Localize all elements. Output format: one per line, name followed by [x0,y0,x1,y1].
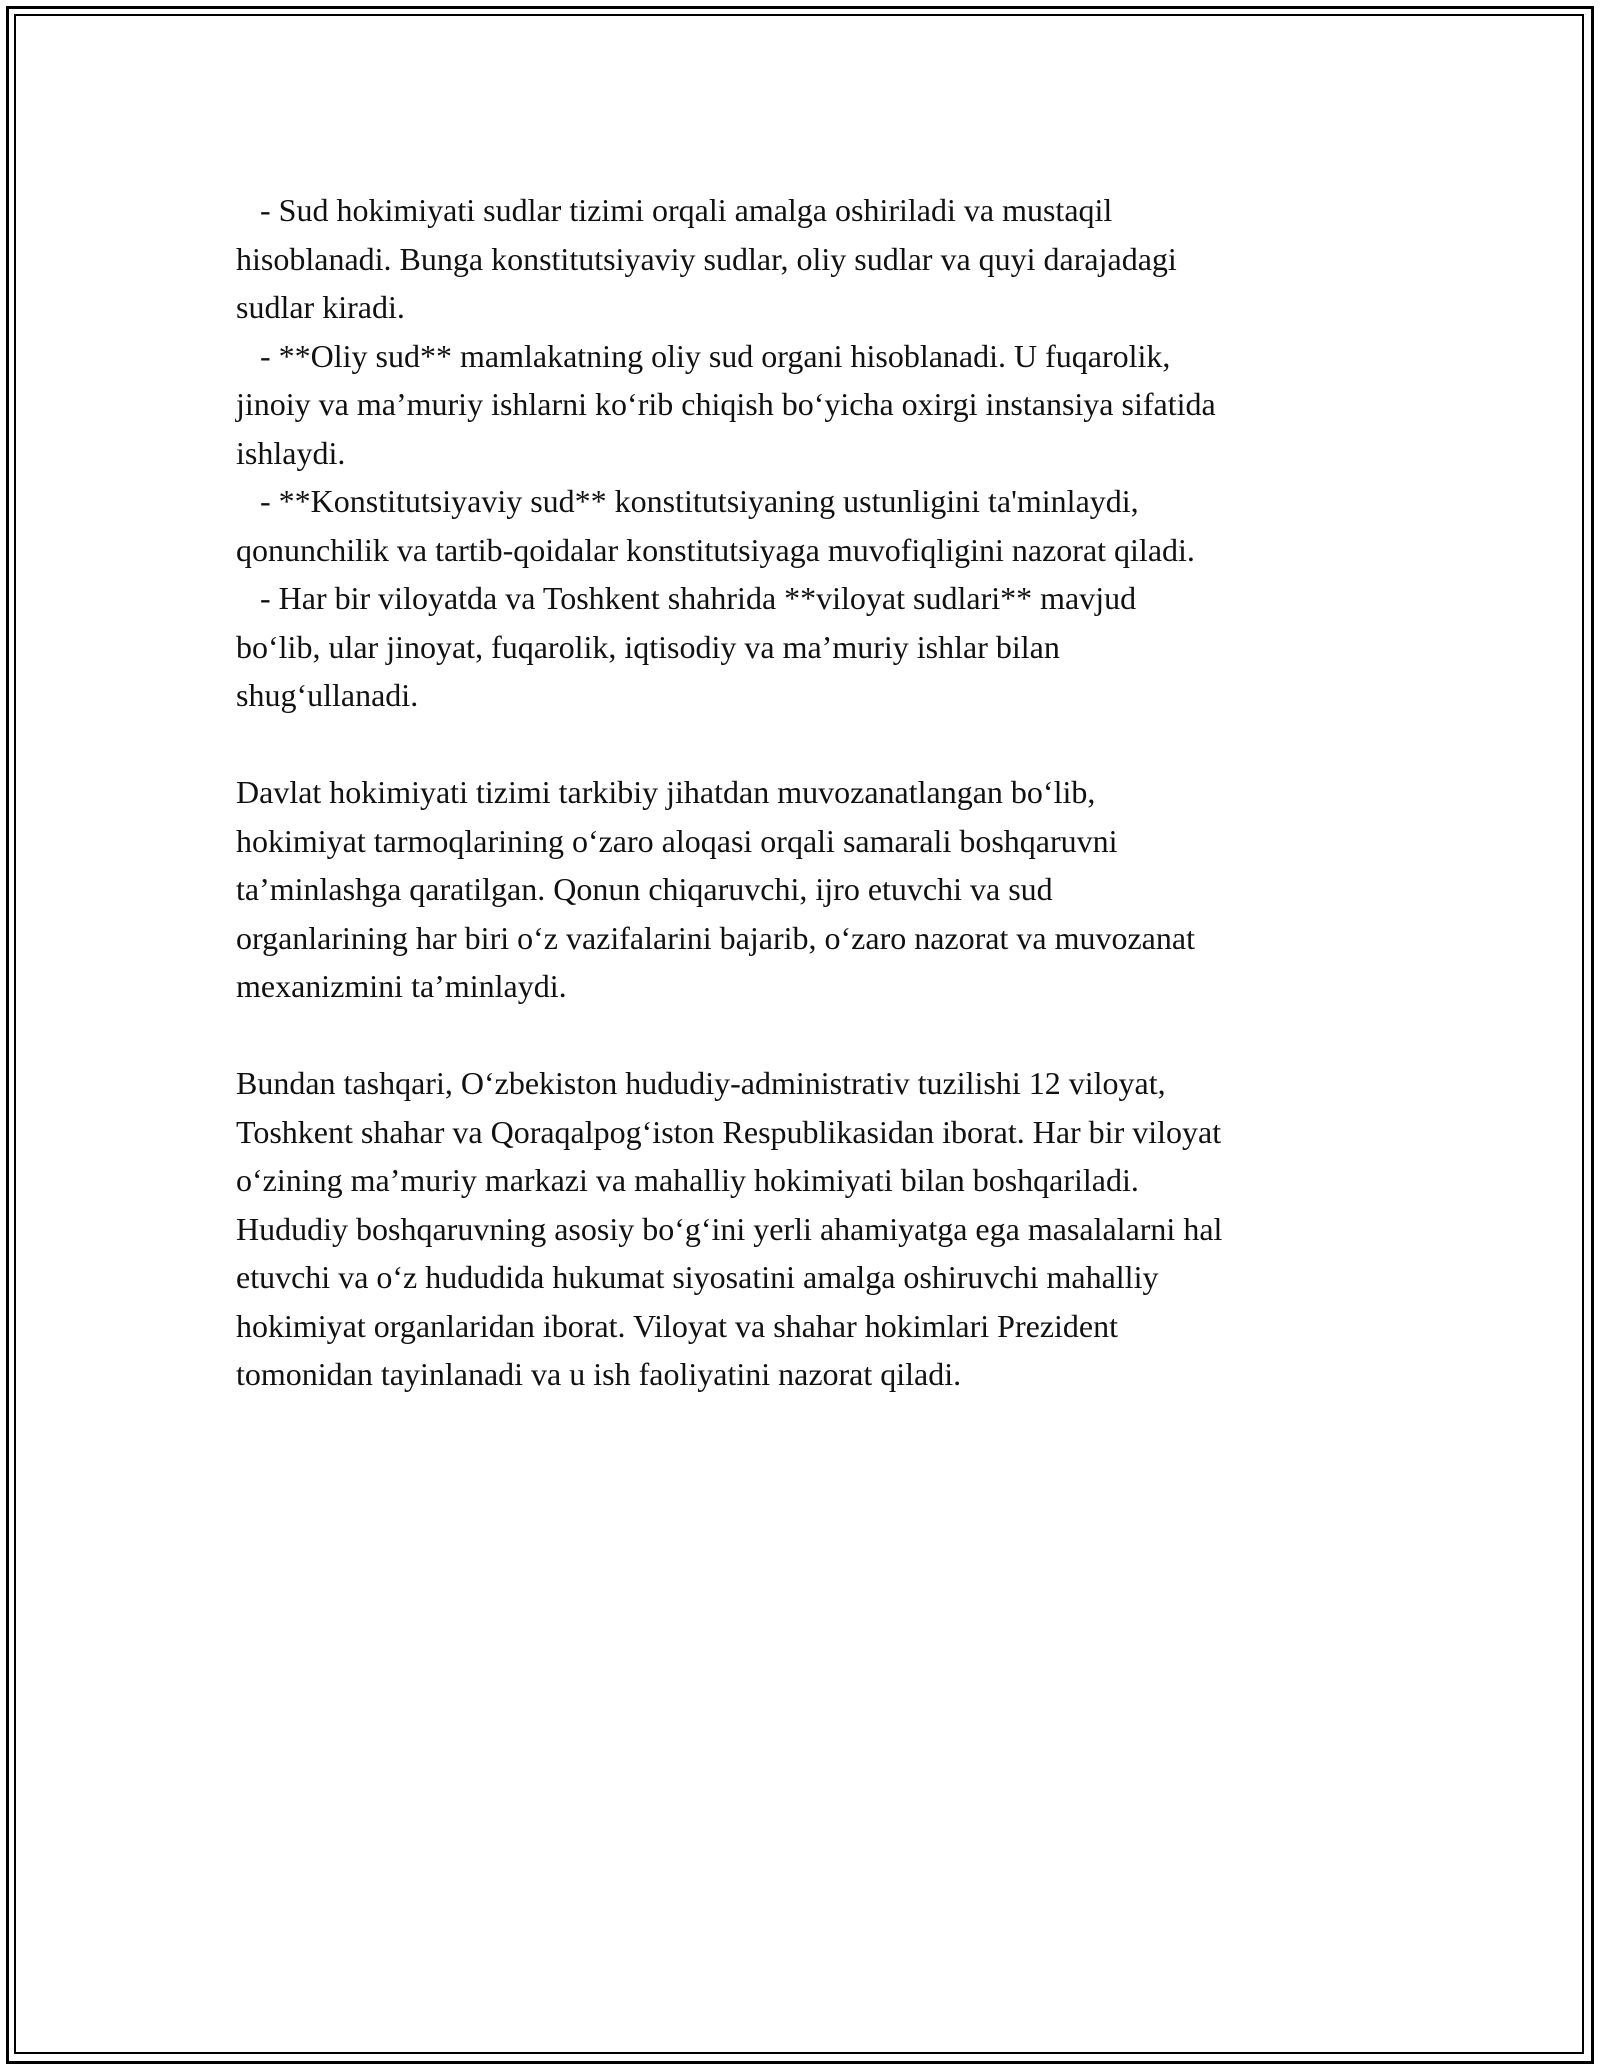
text-line: ishlaydi. [236,434,346,471]
text-line: qonunchilik va tartib-qoidalar konstitutsiyaga muvofiqligini nazorat qiladi. [236,531,1195,568]
text-line: ta’minlashga qaratilgan. Qonun chiqaruvchi, ijro etuvchi va sud [236,871,1053,907]
text-line: Bundan tashqari, O‘zbekiston hududiy-administrativ tuzilishi 12 viloyat, [236,1065,1166,1101]
text-line: hisoblanadi. Bunga konstitutsiyaviy sudlar, oliy sudlar va quyi darajadagi [236,240,1177,277]
text-line: - Har bir viloyatda va Toshkent shahrida **viloyat sudlari** mavjud [236,580,1137,616]
paragraph-territorial-structure [236,1059,1396,1399]
text-line: etuvchi va o‘z hududida hukumat siyosatini amalga oshiruvchi mahalliy [236,1259,1159,1295]
text-line: jinoiy va ma’muriy ishlarni ko‘rib chiqish bo‘yicha oxirgi instansiya sifatida [236,386,1216,422]
text-line: tomonidan tayinlanadi va u ish faoliyatini nazorat qiladi. [236,1356,962,1392]
paragraph-gap [236,720,1396,769]
text-line: hokimiyat tarmoqlarining o‘zaro aloqasi orqali samarali boshqaruvni [236,822,1118,859]
text-line: - **Oliy sud** mamlakatning oliy sud organi hisoblanadi. U fuqarolik, [236,337,1171,374]
text-line: Hududiy boshqaruvning asosiy bo‘g‘ini yerli ahamiyatga ega masalalarni hal [236,1210,1223,1247]
paragraph-power-balance [236,768,1396,1011]
text-line: mexanizmini ta’minlaydi. [236,968,567,1004]
paragraph-court-system [236,186,1396,720]
text-line: - **Konstitutsiyaviy sud** konstitutsiyaning ustunligini ta'minlaydi, [236,483,1139,519]
text-line: shug‘ullanadi. [236,677,419,713]
document-body [236,186,1396,1399]
text-line: organlarining har biri o‘z vazifalarini bajarib, o‘zaro nazorat va muvozanat [236,919,1195,956]
text-line: bo‘lib, ular jinoyat, fuqarolik, iqtisodiy va ma’muriy ishlar bilan [236,628,1060,665]
text-line: - Sud hokimiyati sudlar tizimi orqali amalga oshiriladi va mustaqil [236,192,1113,228]
paragraph-gap [236,1011,1396,1060]
text-line: Toshkent shahar va Qoraqalpog‘iston Respublikasidan iborat. Har bir viloyat [236,1113,1222,1150]
text-line: hokimiyat organlaridan iborat. Viloyat va shahar hokimlari Prezident [236,1307,1118,1344]
text-line: sudlar kiradi. [236,289,405,325]
text-line: Davlat hokimiyati tizimi tarkibiy jihatdan muvozanatlangan bo‘lib, [236,774,1096,810]
text-line: o‘zining ma’muriy markazi va mahalliy hokimiyati bilan boshqariladi. [236,1162,1139,1198]
